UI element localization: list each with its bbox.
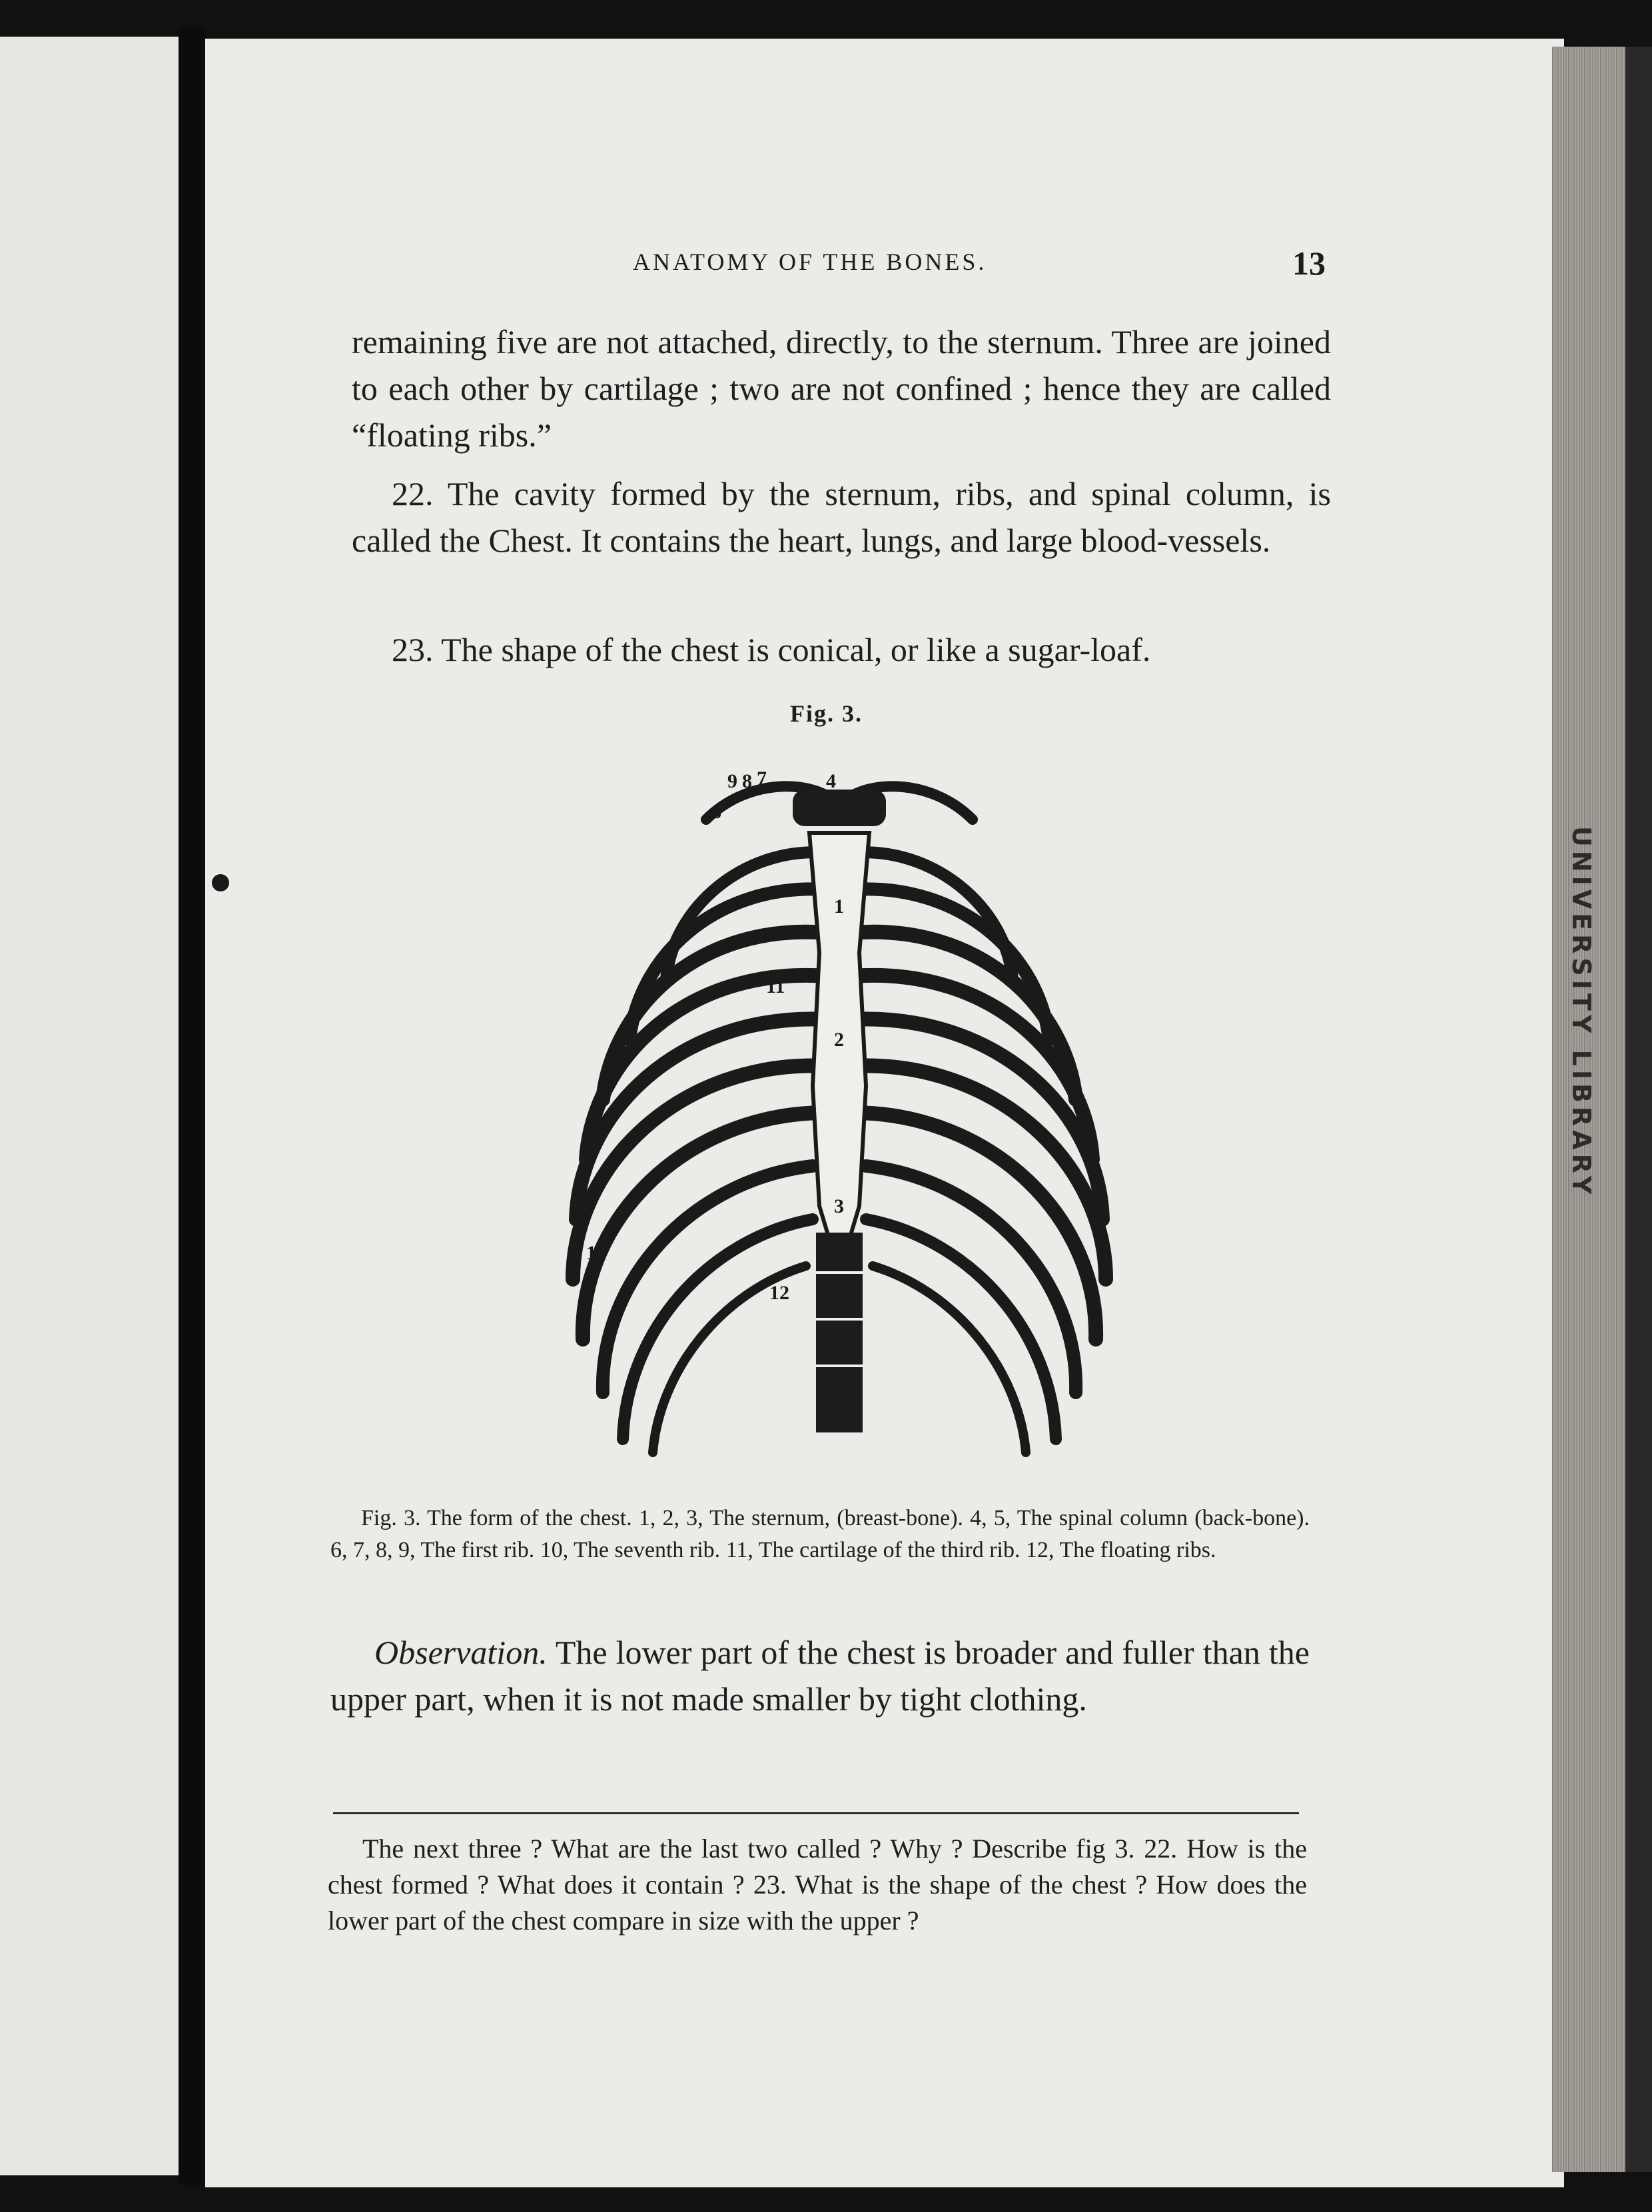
page-number: 13 — [1292, 245, 1326, 282]
marker-2: 2 — [834, 1029, 844, 1051]
running-head: ANATOMY OF THE BONES. — [633, 249, 987, 275]
marker-7: 7 — [757, 768, 767, 790]
left-page-edge — [0, 37, 180, 2175]
observation-text: The lower part of the chest is broader and fuller than the upper part, when it is not made smaller by tight clothing. — [330, 1634, 1310, 1718]
library-stamp: UNIVERSITY LIBRARY — [1567, 826, 1596, 1199]
observation-label: Observation. — [374, 1634, 548, 1671]
paragraph-23: 23. The shape of the chest is conical, or like a sugar-loaf. — [392, 631, 1151, 668]
marker-1: 1 — [834, 895, 844, 917]
book-gutter — [179, 27, 206, 2185]
study-questions: The next three ? What are the last two called ? Why ? Describe fig 3. 22. How is the chest formed ? What does it contain ? 23. What is the shape of the chest ? How does the lower part of the chest compare in size with the upper ? — [328, 1834, 1307, 1936]
section-divider — [333, 1812, 1299, 1814]
marker-4: 4 — [826, 770, 836, 792]
marker-5: 5 — [831, 1372, 841, 1394]
caption-text: Fig. 3. The form of the chest. 1, 2, 3, The sternum, (breast-bone). 4, 5, The spinal column (back-bone). 6, 7, 8, 9, The first rib. 10, The seventh rib. 11, The cartilage of the third rib. 12, The floating ribs. — [330, 1506, 1310, 1562]
ink-blot — [212, 874, 229, 891]
marker-12: 12 — [769, 1282, 789, 1304]
paragraph-continuation: remaining five are not attached, directly, to the sternum. Three are joined to each other by cartilage ; two are not confined ; hence they are called “floating ribs.” — [352, 323, 1331, 454]
marker-10: 10 — [586, 1242, 606, 1264]
paragraph-22: 22. The cavity formed by the sternum, ribs, and spinal column, is called the Chest. It contains the heart, lungs, and large blood-vessels. — [352, 475, 1331, 559]
marker-9: 9 — [727, 770, 737, 792]
marker-3: 3 — [834, 1195, 844, 1217]
figure-caption — [330, 1502, 1310, 1566]
observation-paragraph — [330, 1629, 1310, 1722]
marker-8: 8 — [742, 770, 752, 792]
rib-cage-illustration — [546, 753, 1132, 1499]
cover-edge — [1625, 47, 1652, 2172]
marker-11: 11 — [766, 975, 785, 997]
marker-6: 6 — [711, 801, 721, 823]
figure-label: Fig. 3. — [790, 700, 863, 727]
